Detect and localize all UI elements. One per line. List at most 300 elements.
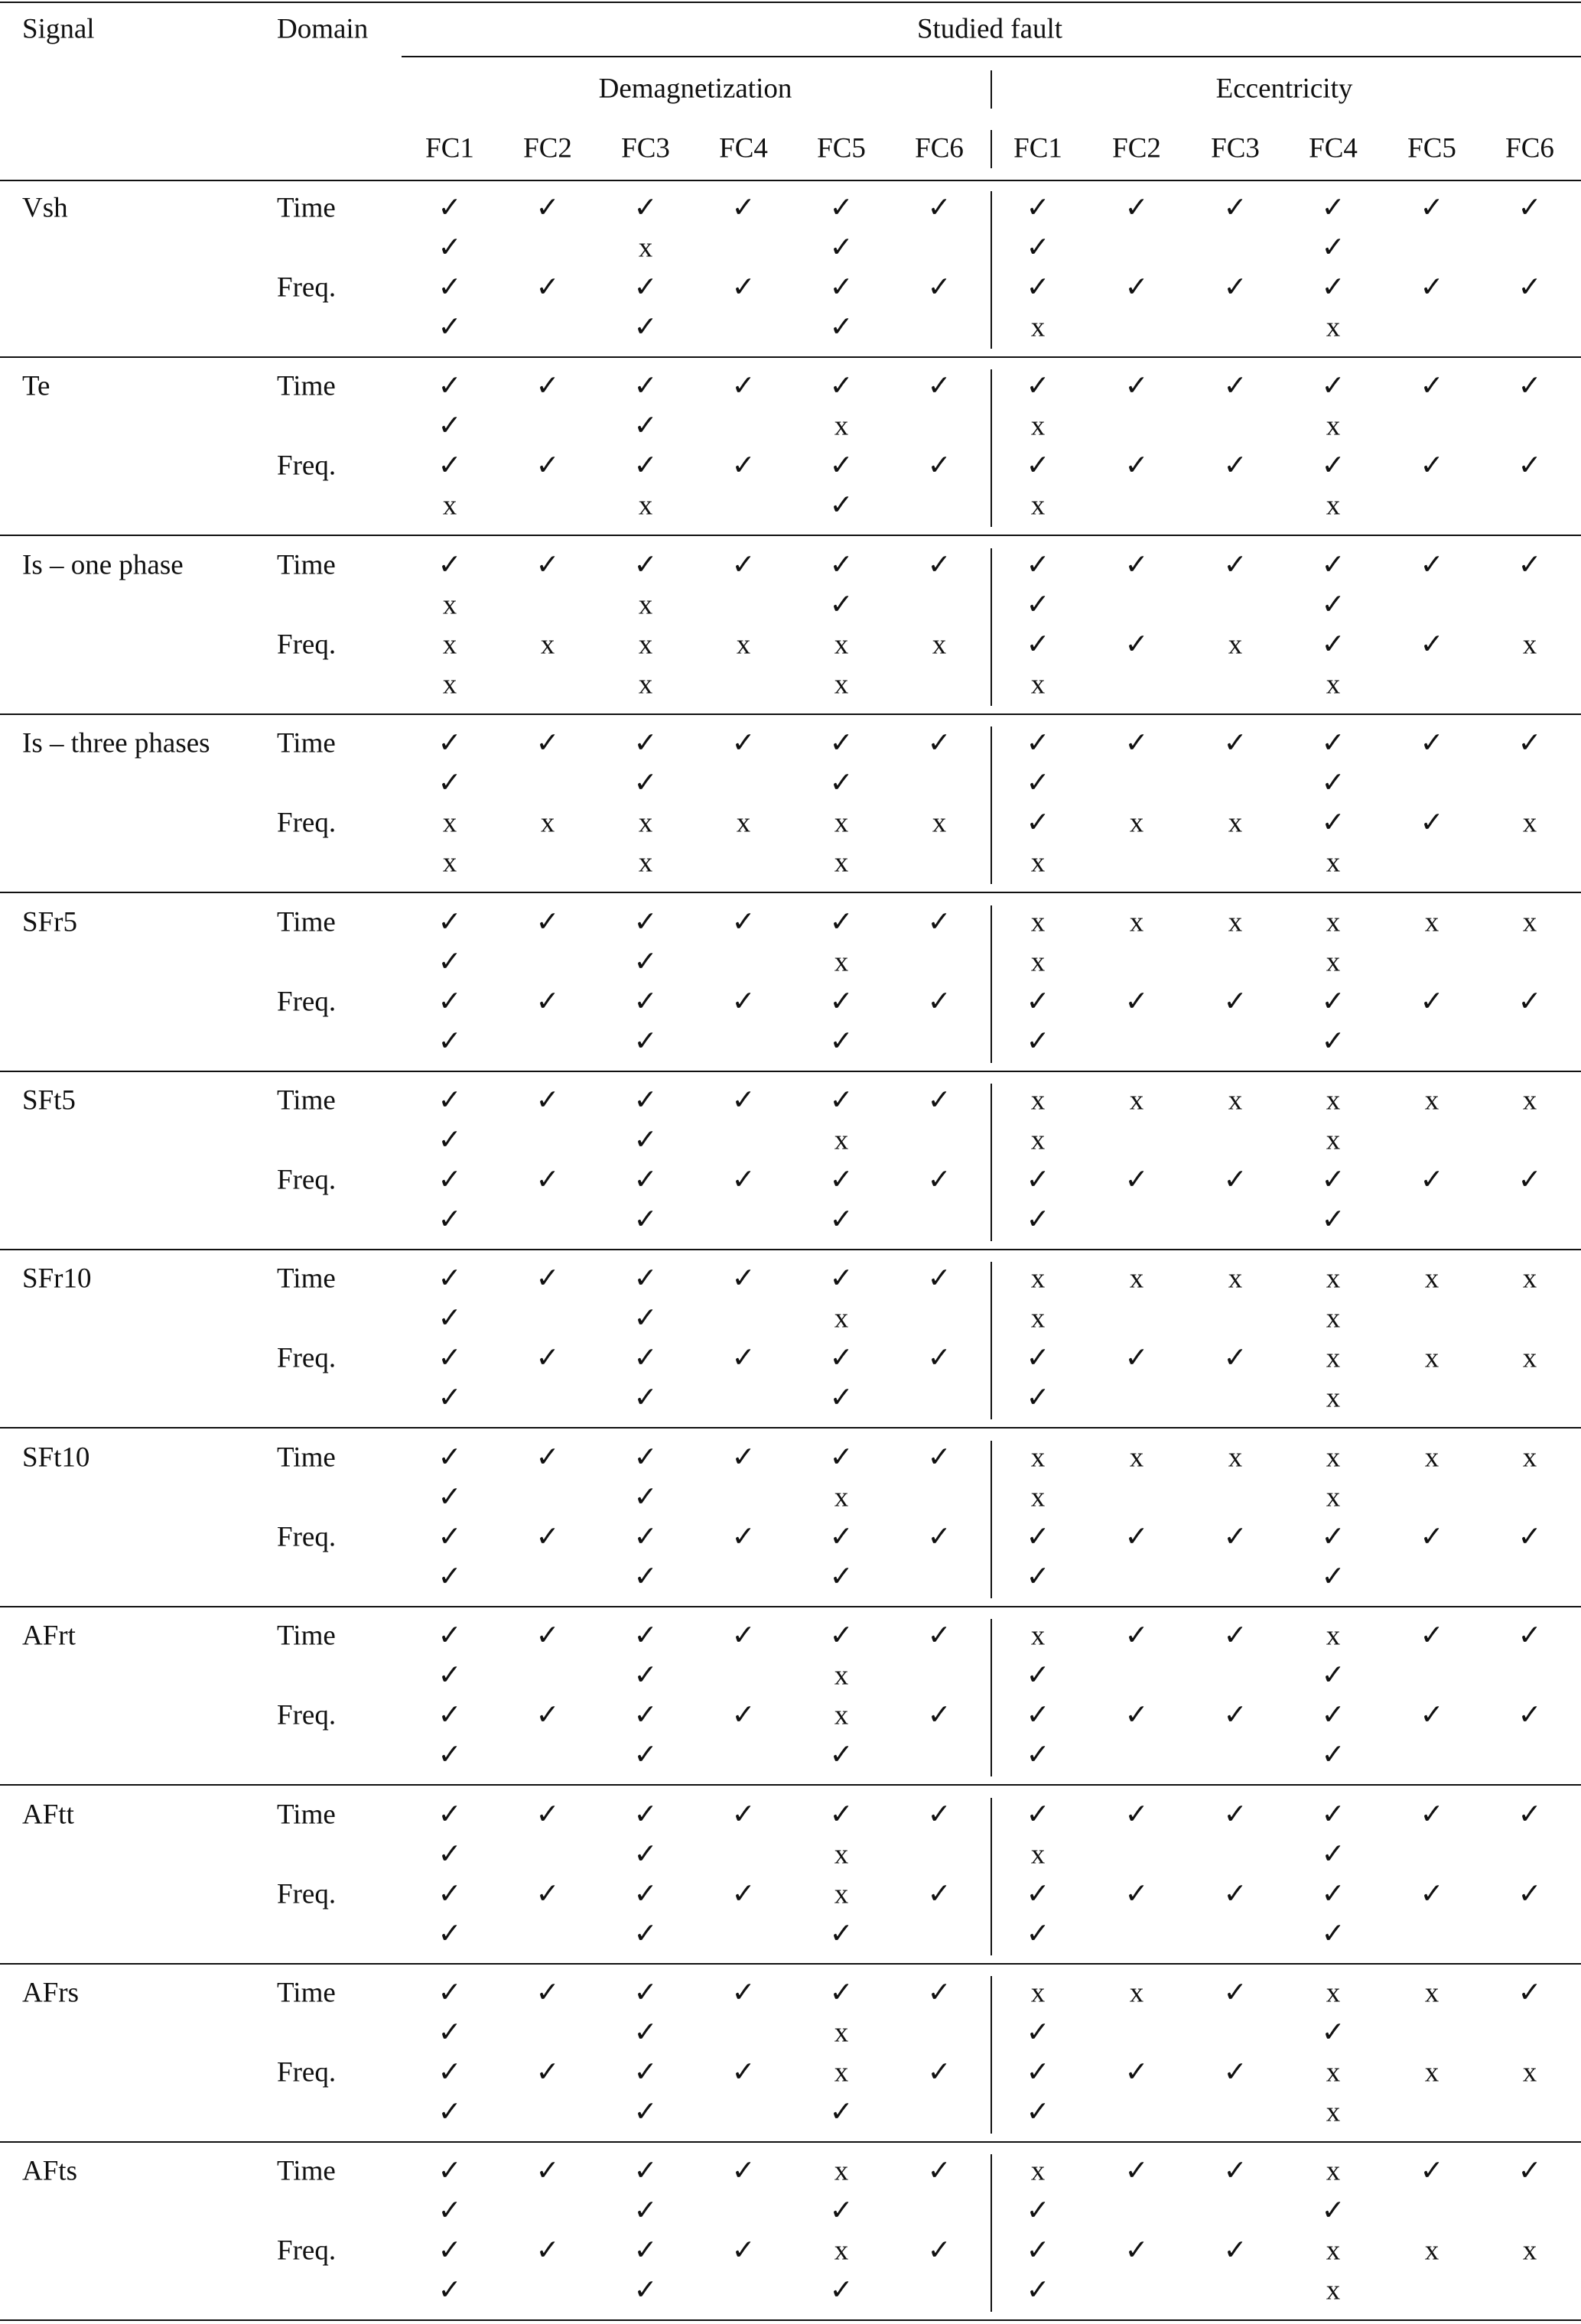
result-mark: ✓ — [1223, 727, 1248, 759]
result-mark: ✓ — [633, 450, 658, 482]
result-mark: ✓ — [1420, 629, 1444, 661]
result-mark: ✓ — [633, 1977, 658, 2009]
result-mark: ✓ — [731, 727, 756, 759]
result-mark: x — [1228, 906, 1243, 938]
result-mark: ✓ — [633, 1204, 658, 1236]
result-mark: ✓ — [438, 2017, 462, 2049]
result-mark: ✓ — [731, 549, 756, 581]
group-divider — [991, 191, 992, 349]
result-mark: x — [834, 1124, 849, 1156]
result-mark: ✓ — [438, 1382, 462, 1414]
result-mark: x — [540, 629, 555, 661]
domain-time: Time — [277, 2155, 336, 2187]
result-mark: ✓ — [927, 1799, 952, 1831]
result-mark: x — [1326, 1481, 1341, 1513]
signal-name: Te — [22, 370, 50, 402]
result-mark: x — [1326, 311, 1341, 343]
result-mark: ✓ — [829, 489, 854, 522]
result-mark: x — [1326, 1442, 1341, 1474]
result-mark: x — [638, 668, 653, 700]
result-mark: ✓ — [829, 2096, 854, 2128]
result-mark: ✓ — [438, 1799, 462, 1831]
result-mark: x — [834, 410, 849, 442]
result-mark: ✓ — [1026, 271, 1050, 304]
result-mark: x — [736, 629, 751, 661]
signal-name: Is – three phases — [22, 727, 210, 759]
result-mark: ✓ — [633, 1659, 658, 1692]
result-mark: x — [834, 807, 849, 839]
result-mark: x — [638, 629, 653, 661]
domain-time: Time — [277, 906, 336, 938]
signal-name: AFtt — [22, 1799, 74, 1831]
result-mark: ✓ — [633, 1025, 658, 1058]
result-mark: x — [1424, 1342, 1439, 1374]
result-mark: x — [1326, 1124, 1341, 1156]
result-mark: ✓ — [731, 2056, 756, 2088]
result-mark: ✓ — [1321, 549, 1345, 581]
result-mark: ✓ — [535, 370, 560, 402]
row-separator — [0, 1606, 1581, 1607]
result-mark: ✓ — [1026, 1918, 1050, 1950]
result-mark: x — [1030, 1620, 1046, 1652]
result-mark: x — [1030, 311, 1046, 343]
result-mark: ✓ — [438, 2235, 462, 2267]
result-mark: ✓ — [1223, 450, 1248, 482]
result-mark: ✓ — [633, 1263, 658, 1295]
result-mark: ✓ — [731, 1799, 756, 1831]
result-mark: ✓ — [731, 2235, 756, 2267]
signal-name: Vsh — [22, 192, 68, 224]
result-mark: ✓ — [1518, 271, 1542, 304]
result-mark: ✓ — [1026, 1799, 1050, 1831]
result-mark: ✓ — [1321, 589, 1345, 621]
result-mark: x — [1030, 668, 1046, 700]
result-mark: ✓ — [1420, 727, 1444, 759]
result-mark: x — [540, 807, 555, 839]
result-mark: ✓ — [731, 370, 756, 402]
result-mark: ✓ — [1518, 450, 1542, 482]
result-mark: ✓ — [633, 1342, 658, 1374]
result-mark: ✓ — [633, 370, 658, 402]
row-separator — [0, 892, 1581, 893]
result-mark: ✓ — [1124, 1342, 1149, 1374]
result-mark: x — [932, 807, 947, 839]
result-mark: x — [834, 1481, 849, 1513]
result-mark: ✓ — [535, 2155, 560, 2187]
result-mark: x — [1030, 1263, 1046, 1295]
result-mark: ✓ — [438, 410, 462, 442]
result-mark: ✓ — [1420, 1164, 1444, 1196]
result-mark: ✓ — [1420, 1799, 1444, 1831]
header-studied-fault: Studied fault — [916, 13, 1063, 45]
domain-time: Time — [277, 1084, 336, 1116]
result-mark: ✓ — [829, 450, 854, 482]
result-mark: ✓ — [1026, 1025, 1050, 1058]
result-mark: ✓ — [438, 1977, 462, 2009]
result-mark: ✓ — [829, 1204, 854, 1236]
result-mark: ✓ — [438, 906, 462, 938]
result-mark: x — [1228, 1442, 1243, 1474]
result-mark: ✓ — [1321, 1659, 1345, 1692]
result-mark: ✓ — [1518, 986, 1542, 1018]
result-mark: ✓ — [1321, 629, 1345, 661]
result-mark: ✓ — [1026, 1342, 1050, 1374]
header-fc-demag: FC3 — [621, 132, 670, 164]
result-mark: ✓ — [731, 1263, 756, 1295]
header-bottom-rule — [0, 180, 1581, 181]
result-mark: ✓ — [535, 1521, 560, 1553]
result-mark: ✓ — [1223, 1799, 1248, 1831]
result-mark: ✓ — [633, 192, 658, 224]
domain-time: Time — [277, 727, 336, 759]
result-mark: ✓ — [438, 370, 462, 402]
result-mark: ✓ — [438, 1302, 462, 1334]
domain-time: Time — [277, 549, 336, 581]
result-mark: ✓ — [1420, 271, 1444, 304]
result-mark: ✓ — [535, 1442, 560, 1474]
result-mark: x — [1030, 1481, 1046, 1513]
result-mark: ✓ — [1321, 1799, 1345, 1831]
result-mark: ✓ — [1223, 2155, 1248, 2187]
row-separator — [0, 2141, 1581, 2143]
result-mark: ✓ — [927, 1263, 952, 1295]
result-mark: x — [1326, 2155, 1341, 2187]
result-mark: ✓ — [829, 192, 854, 224]
result-mark: ✓ — [438, 311, 462, 343]
result-mark: ✓ — [1124, 2235, 1149, 2267]
result-mark: ✓ — [1124, 1164, 1149, 1196]
signal-name: SFr10 — [22, 1263, 92, 1295]
result-mark: x — [834, 847, 849, 879]
result-mark: ✓ — [927, 2056, 952, 2088]
result-mark: ✓ — [1321, 2017, 1345, 2049]
result-mark: ✓ — [1420, 1620, 1444, 1652]
result-mark: ✓ — [438, 2155, 462, 2187]
result-mark: ✓ — [535, 192, 560, 224]
result-mark: x — [1030, 1838, 1046, 1871]
result-mark: x — [1030, 1442, 1046, 1474]
result-mark: ✓ — [1321, 450, 1345, 482]
result-mark: ✓ — [731, 1977, 756, 2009]
row-separator — [0, 713, 1581, 715]
result-mark: ✓ — [927, 192, 952, 224]
domain-freq: Freq. — [277, 629, 337, 661]
result-mark: ✓ — [1124, 1521, 1149, 1553]
domain-freq: Freq. — [277, 1164, 337, 1196]
result-mark: x — [834, 946, 849, 978]
result-mark: ✓ — [731, 1164, 756, 1196]
result-mark: ✓ — [829, 311, 854, 343]
result-mark: ✓ — [1026, 549, 1050, 581]
result-mark: ✓ — [1420, 1521, 1444, 1553]
result-mark: ✓ — [438, 1084, 462, 1116]
result-mark: x — [1522, 2056, 1537, 2088]
result-mark: ✓ — [438, 232, 462, 264]
result-mark: ✓ — [829, 767, 854, 799]
result-mark: ✓ — [1026, 1659, 1050, 1692]
row-separator — [0, 1249, 1581, 1250]
result-mark: ✓ — [438, 1342, 462, 1374]
result-mark: x — [442, 629, 457, 661]
domain-freq: Freq. — [277, 1878, 337, 1910]
result-mark: ✓ — [1420, 2155, 1444, 2187]
group-divider — [991, 1619, 992, 1776]
result-mark: ✓ — [927, 370, 952, 402]
result-mark: ✓ — [438, 2195, 462, 2227]
result-mark: ✓ — [535, 1699, 560, 1731]
result-mark: ✓ — [927, 549, 952, 581]
result-mark: ✓ — [731, 271, 756, 304]
result-mark: ✓ — [535, 986, 560, 1018]
result-mark: ✓ — [829, 271, 854, 304]
result-mark: x — [736, 807, 751, 839]
result-mark: ✓ — [535, 2235, 560, 2267]
result-mark: ✓ — [1321, 1838, 1345, 1871]
result-mark: x — [1326, 1620, 1341, 1652]
group-divider — [991, 1262, 992, 1419]
result-mark: ✓ — [1518, 549, 1542, 581]
result-mark: ✓ — [535, 1977, 560, 2009]
result-mark: ✓ — [633, 410, 658, 442]
result-mark: ✓ — [1420, 450, 1444, 482]
result-mark: x — [442, 668, 457, 700]
result-mark: x — [1228, 807, 1243, 839]
result-mark: ✓ — [1026, 1739, 1050, 1771]
result-mark: ✓ — [633, 1302, 658, 1334]
result-mark: ✓ — [829, 589, 854, 621]
result-mark: ✓ — [1420, 549, 1444, 581]
result-mark: ✓ — [927, 1442, 952, 1474]
result-mark: x — [638, 489, 653, 522]
result-mark: ✓ — [438, 1659, 462, 1692]
result-mark: ✓ — [1026, 1204, 1050, 1236]
result-mark: x — [1326, 2274, 1341, 2306]
result-mark: ✓ — [1223, 2056, 1248, 2088]
result-mark: ✓ — [438, 727, 462, 759]
result-mark: x — [1326, 847, 1341, 879]
result-mark: x — [1228, 629, 1243, 661]
result-mark: ✓ — [1518, 192, 1542, 224]
result-mark: ✓ — [438, 1481, 462, 1513]
result-mark: ✓ — [438, 1521, 462, 1553]
result-mark: ✓ — [1026, 1699, 1050, 1731]
result-mark: ✓ — [633, 1878, 658, 1910]
result-mark: ✓ — [829, 1620, 854, 1652]
result-mark: ✓ — [438, 549, 462, 581]
result-mark: ✓ — [633, 1838, 658, 1871]
domain-time: Time — [277, 1799, 336, 1831]
result-mark: ✓ — [633, 2235, 658, 2267]
result-mark: ✓ — [1026, 589, 1050, 621]
result-mark: ✓ — [633, 1799, 658, 1831]
result-mark: ✓ — [438, 1263, 462, 1295]
result-mark: ✓ — [1420, 807, 1444, 839]
result-mark: x — [1326, 410, 1341, 442]
group-divider-header — [991, 70, 992, 109]
result-mark: ✓ — [1518, 1620, 1542, 1652]
result-mark: x — [1030, 1977, 1046, 2009]
header-group-ecc: Eccentricity — [1215, 73, 1353, 105]
domain-freq: Freq. — [277, 1342, 337, 1374]
signal-name: AFrt — [22, 1620, 76, 1652]
result-mark: ✓ — [1321, 1164, 1345, 1196]
result-mark: ✓ — [1223, 1878, 1248, 1910]
result-mark: x — [1326, 1342, 1341, 1374]
result-mark: ✓ — [438, 271, 462, 304]
result-mark: x — [638, 232, 653, 264]
signal-name: SFr5 — [22, 906, 77, 938]
result-mark: ✓ — [633, 946, 658, 978]
result-mark: ✓ — [1518, 1521, 1542, 1553]
result-mark: ✓ — [829, 2274, 854, 2306]
result-mark: x — [1326, 2056, 1341, 2088]
result-mark: x — [1424, 2056, 1439, 2088]
result-mark: ✓ — [731, 1084, 756, 1116]
result-mark: ✓ — [633, 1164, 658, 1196]
result-mark: ✓ — [1223, 370, 1248, 402]
result-mark: ✓ — [438, 1620, 462, 1652]
result-mark: ✓ — [829, 370, 854, 402]
domain-time: Time — [277, 1442, 336, 1474]
header-signal: Signal — [22, 13, 95, 45]
result-mark: x — [442, 847, 457, 879]
result-mark: ✓ — [535, 2056, 560, 2088]
result-mark: ✓ — [1420, 1699, 1444, 1731]
row-separator — [0, 535, 1581, 536]
result-mark: x — [834, 1302, 849, 1334]
result-mark: x — [834, 2017, 849, 2049]
result-mark: ✓ — [1420, 986, 1444, 1018]
result-mark: ✓ — [1026, 370, 1050, 402]
result-mark: ✓ — [633, 2056, 658, 2088]
domain-freq: Freq. — [277, 807, 337, 839]
signal-name: AFts — [22, 2155, 77, 2187]
result-mark: x — [1326, 1302, 1341, 1334]
result-mark: ✓ — [438, 2056, 462, 2088]
result-mark: ✓ — [829, 1084, 854, 1116]
result-mark: ✓ — [1223, 1977, 1248, 2009]
result-mark: ✓ — [1026, 2096, 1050, 2128]
result-mark: ✓ — [1321, 1561, 1345, 1593]
group-divider — [991, 2154, 992, 2312]
result-mark: x — [1326, 489, 1341, 522]
result-mark: ✓ — [633, 2195, 658, 2227]
result-mark: x — [1522, 2235, 1537, 2267]
result-mark: ✓ — [633, 906, 658, 938]
result-mark: x — [638, 589, 653, 621]
result-mark: x — [1424, 1977, 1439, 2009]
result-mark: x — [1030, 906, 1046, 938]
result-mark: x — [834, 668, 849, 700]
result-mark: ✓ — [1124, 1799, 1149, 1831]
result-mark: ✓ — [1518, 1878, 1542, 1910]
result-mark: ✓ — [1223, 2235, 1248, 2267]
result-mark: ✓ — [1124, 727, 1149, 759]
result-mark: x — [1030, 847, 1046, 879]
group-divider — [991, 1798, 992, 1955]
result-mark: ✓ — [438, 946, 462, 978]
result-mark: ✓ — [438, 986, 462, 1018]
table-bottom-rule — [0, 2319, 1581, 2321]
result-mark: x — [638, 847, 653, 879]
result-mark: ✓ — [535, 1084, 560, 1116]
result-mark: ✓ — [535, 450, 560, 482]
result-mark: ✓ — [438, 2096, 462, 2128]
result-mark: ✓ — [633, 1124, 658, 1156]
result-mark: ✓ — [438, 1699, 462, 1731]
result-mark: ✓ — [731, 1620, 756, 1652]
result-mark: ✓ — [633, 1521, 658, 1553]
result-mark: ✓ — [927, 1521, 952, 1553]
result-mark: x — [932, 629, 947, 661]
row-separator — [0, 1427, 1581, 1429]
result-mark: ✓ — [1321, 1918, 1345, 1950]
result-mark: ✓ — [1518, 2155, 1542, 2187]
result-mark: ✓ — [633, 727, 658, 759]
result-mark: x — [1326, 1263, 1341, 1295]
result-mark: ✓ — [1321, 232, 1345, 264]
result-mark: ✓ — [438, 450, 462, 482]
result-mark: ✓ — [1420, 192, 1444, 224]
header-fc-demag: FC6 — [915, 132, 964, 164]
domain-freq: Freq. — [277, 1521, 337, 1553]
result-mark: ✓ — [731, 1521, 756, 1553]
result-mark: ✓ — [829, 986, 854, 1018]
row-separator — [0, 1071, 1581, 1072]
result-mark: ✓ — [927, 2155, 952, 2187]
result-mark: ✓ — [1321, 1878, 1345, 1910]
header-domain: Domain — [277, 13, 369, 45]
header-fc-ecc: FC2 — [1112, 132, 1161, 164]
result-mark: ✓ — [1124, 370, 1149, 402]
result-mark: ✓ — [927, 986, 952, 1018]
result-mark: ✓ — [927, 1620, 952, 1652]
result-mark: ✓ — [1223, 1699, 1248, 1731]
result-mark: ✓ — [535, 1342, 560, 1374]
result-mark: ✓ — [1518, 370, 1542, 402]
result-mark: ✓ — [438, 1204, 462, 1236]
result-mark: ✓ — [633, 1084, 658, 1116]
result-mark: ✓ — [1321, 807, 1345, 839]
result-mark: ✓ — [1026, 2017, 1050, 2049]
result-mark: ✓ — [1321, 1739, 1345, 1771]
result-mark: ✓ — [438, 2274, 462, 2306]
result-mark: ✓ — [829, 549, 854, 581]
result-mark: ✓ — [927, 1878, 952, 1910]
result-mark: x — [1424, 1084, 1439, 1116]
result-mark: x — [1129, 906, 1144, 938]
result-mark: ✓ — [633, 271, 658, 304]
result-mark: ✓ — [1026, 1561, 1050, 1593]
result-mark: ✓ — [633, 2274, 658, 2306]
result-mark: x — [1326, 668, 1341, 700]
result-mark: ✓ — [438, 1164, 462, 1196]
result-mark: ✓ — [535, 271, 560, 304]
result-mark: x — [1030, 1124, 1046, 1156]
result-mark: ✓ — [535, 1878, 560, 1910]
row-separator — [0, 1784, 1581, 1786]
result-mark: x — [834, 1699, 849, 1731]
result-mark: ✓ — [1124, 1699, 1149, 1731]
result-mark: ✓ — [1124, 2056, 1149, 2088]
domain-freq: Freq. — [277, 2235, 337, 2267]
result-mark: ✓ — [829, 1442, 854, 1474]
result-mark: ✓ — [1223, 549, 1248, 581]
domain-freq: Freq. — [277, 986, 337, 1018]
result-mark: x — [1424, 2235, 1439, 2267]
result-mark: x — [1030, 489, 1046, 522]
result-mark: ✓ — [927, 1977, 952, 2009]
